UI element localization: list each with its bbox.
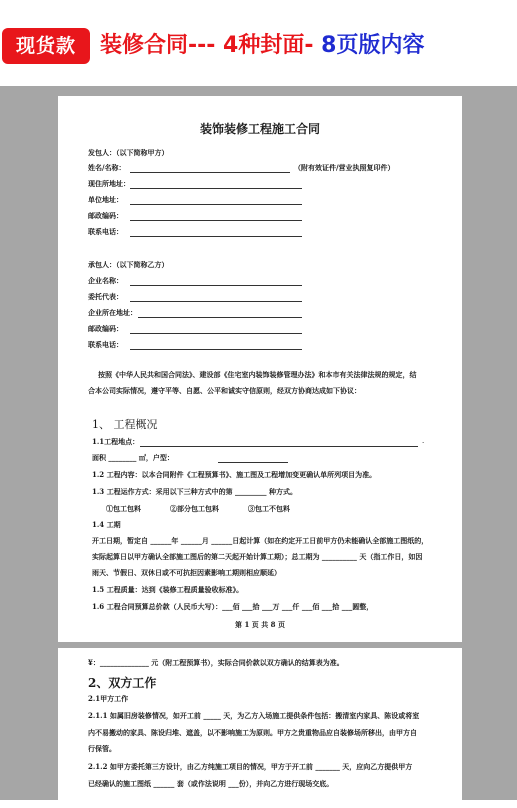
s2-1-1-line-3: 行保管。 bbox=[88, 744, 116, 753]
party-a-postcode-line bbox=[130, 220, 302, 221]
party-a-phone-line bbox=[130, 236, 302, 237]
party-a-address-line bbox=[130, 188, 302, 189]
section-2-heading: 2、双方工作 bbox=[88, 676, 157, 690]
s2-1-1-line-1: 2.1.1 如属旧房装修情况，如开工前 _____ 天，为乙方入场施工提供条件包括：搬清室内家具、陈设或将室 bbox=[88, 711, 420, 720]
s1-4-line-3: 雨天、节假日、双休日或不可抗拒因素影响工期则相应顺延） bbox=[92, 568, 281, 577]
in-stock-badge: 现货款 bbox=[2, 28, 90, 64]
section-1-heading: 1、 工程概况 bbox=[92, 418, 158, 431]
party-b-company-label: 企业名称： bbox=[88, 276, 123, 285]
s2-1-2-line-2: 已经确认的施工图纸 ______ 套（或作法说明 ___份），并向乙方进行现场交底。 bbox=[88, 779, 334, 788]
banner-title-blue: 8页版内容 bbox=[313, 33, 425, 58]
party-a-unit-label: 单位地址： bbox=[88, 195, 123, 204]
s1-1-site-end: . bbox=[422, 437, 425, 445]
party-b-address-label: 企业所在地址： bbox=[88, 308, 137, 317]
party-b-postcode-line bbox=[130, 333, 302, 334]
party-a-name-label: 姓名/名称： bbox=[88, 163, 126, 172]
party-b-rep-line bbox=[130, 301, 302, 302]
s2-1-1-line-2: 内不易搬动的家具、陈设归堆、遮盖，以不影响施工为原则。甲方之贵重物品应自装修场所移出，由甲方自 bbox=[88, 728, 417, 737]
banner-title bbox=[100, 26, 424, 66]
party-a-name-line bbox=[130, 172, 290, 173]
s1-6-price: 1.6 工程合同预算总价款（人民币大写）：___佰 ___拾 ___万 ___仟 ___佰 ___拾 ___圆整， bbox=[92, 602, 374, 611]
product-banner bbox=[0, 0, 517, 84]
party-a-unit-line bbox=[130, 204, 302, 205]
party-a-address-label: 现住所地址： bbox=[88, 179, 130, 188]
page-1-footer: 第 1 页 共 8 页 bbox=[235, 620, 285, 629]
contract-title: 装饰装修工程施工合同 bbox=[199, 122, 320, 136]
s2-1-heading: 2.1甲方工作 bbox=[88, 694, 129, 703]
s2-1-2-line-1: 2.1.2 如甲方委托第三方设计，由乙方纯施工项目的情况，甲方于开工前 _______ 天，应向乙方提供甲方 bbox=[88, 762, 413, 771]
party-b-phone-label: 联系电话： bbox=[88, 340, 123, 349]
s1-1-site-line bbox=[140, 446, 418, 447]
s1-1-type-line bbox=[218, 462, 288, 463]
s1-3-method: 1.3 工程运作方式：采用以下三种方式中的第 _________ 种方式。 bbox=[92, 487, 297, 496]
s1-1-area: 面积 ________ ㎡，户型： bbox=[92, 453, 174, 462]
party-b-rep-label: 委托代表： bbox=[88, 292, 123, 301]
document-page-2 bbox=[58, 648, 462, 808]
document-page-1 bbox=[58, 96, 462, 642]
party-b-postcode-label: 邮政编码： bbox=[88, 324, 123, 333]
s2-amount: ¥：______________ 元（附工程预算书），实际合同价款以双方确认的结算表为准。 bbox=[88, 658, 344, 667]
party-b-phone-line bbox=[130, 349, 302, 350]
party-b-company-line bbox=[130, 285, 302, 286]
preamble-line-1: 按照《中华人民共和国合同法》、建设部《住宅室内装饰装修管理办法》和本市有关法律法规的规定，结 bbox=[98, 370, 417, 379]
party-a-id-note: （附有效证件/营业执照复印件） bbox=[294, 163, 395, 172]
s1-4-line-1: 开工日期，暂定自 ______年 ______月 ______日起计算（如在约定开工日前甲方仍未能确认全部施工图纸的， bbox=[92, 536, 429, 545]
s1-2-content: 1.2 工程内容：以本合同附件《工程预算书》、施工图及工程增加变更确认单所列项目为准。 bbox=[92, 470, 377, 479]
party-b-heading: 承包人：（以下简称乙方） bbox=[88, 260, 169, 269]
s1-3-option-3: ③包工不包料 bbox=[248, 504, 290, 513]
s1-4-line-2: 实际起算日以甲方确认全部施工图后的第二天起开始计算工期）；总工期为 __________ 天（指工作日，如因 bbox=[92, 552, 423, 561]
party-b-address-line bbox=[138, 317, 302, 318]
party-a-heading: 发包人：（以下简称甲方） bbox=[88, 148, 169, 157]
s1-4-heading: 1.4 工期 bbox=[92, 520, 121, 529]
s1-5-quality: 1.5 工程质量：达到《装修工程质量验收标准》。 bbox=[92, 585, 244, 594]
party-a-phone-label: 联系电话： bbox=[88, 227, 123, 236]
s1-1-site: 1.1工程地点： bbox=[92, 437, 140, 446]
s1-3-option-1: ①包工包料 bbox=[106, 504, 141, 513]
s1-3-option-2: ②部分包工包料 bbox=[170, 504, 219, 513]
banner-title-red: 装修合同--- 4种封面- bbox=[100, 33, 314, 58]
preamble-line-2: 合本公司实际情况，遵守平等、自愿、公平和诚实守信原则，经双方协商达成如下协议： bbox=[88, 386, 361, 395]
party-a-postcode-label: 邮政编码： bbox=[88, 211, 123, 220]
